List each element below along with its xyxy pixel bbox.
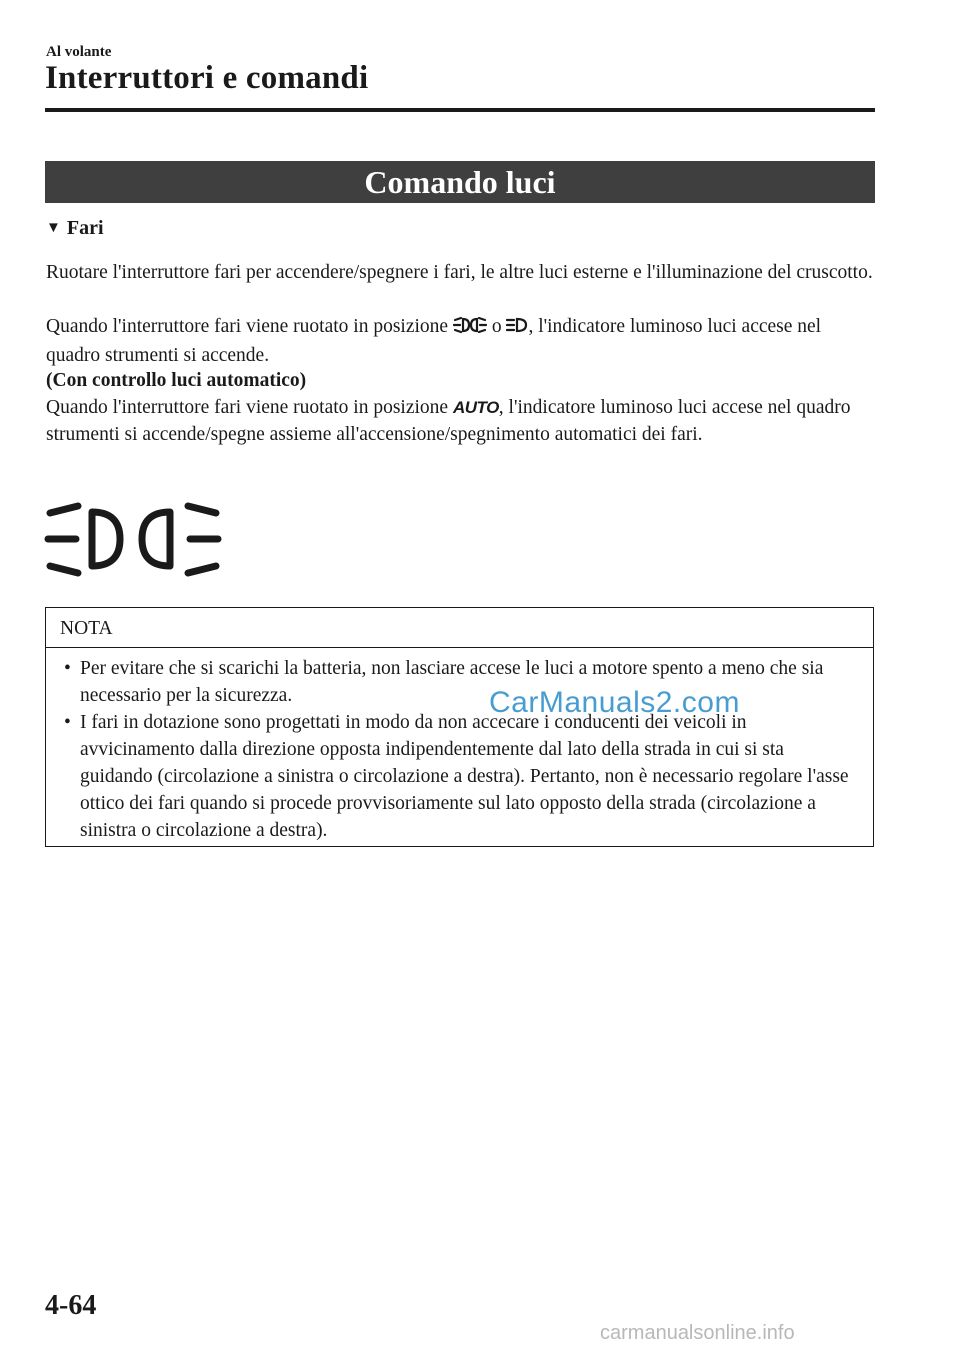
note-bullet-text: Per evitare che si scarichi la batteria, non lasciare accese le luci a motore spento a meno che sia necessario per la sicurezza. [80, 658, 824, 706]
note-bullet-text: I fari in dotazione sono progettati in modo da non accecare i conducenti dei veicoli in avvicinamento dalla direzione opposta indipendentemente dal lato della strada in cui si sta guidando (circolazione a sinistra o circolazione a destra). Pertanto, non è necessario regolare l'asse ottico dei fari quando si procede provvisoriamente sul lato opposto della strada (circolazione a sinistra o circolazione a destra). [80, 712, 849, 841]
bullet-dot-icon: • [64, 658, 71, 679]
page-number: 4-64 [45, 1290, 97, 1321]
paragraph-text: o [486, 316, 507, 337]
note-box [45, 607, 874, 847]
chapter-title: Interruttori e comandi [45, 60, 369, 96]
note-bullet [58, 709, 858, 844]
paragraph [46, 394, 876, 448]
conditional-note: (Con controllo luci automatico) [46, 370, 307, 391]
subsection-title: Fari [66, 217, 104, 239]
subsection-heading [46, 217, 104, 240]
paragraph: Ruotare l'interruttore fari per accendere/spegnere i fari, le altre luci esterne e l'illuminazione del cruscotto. [46, 262, 873, 283]
headlight-icon [506, 315, 528, 342]
parking-lights-icon [453, 315, 487, 342]
note-divider [46, 647, 873, 648]
note-title: NOTA [60, 618, 113, 639]
bullet-dot-icon: • [64, 712, 71, 733]
topic-banner: Comando luci [45, 161, 875, 203]
paragraph-text: Quando l'interruttore fari viene ruotato in posizione [46, 316, 453, 337]
footer-watermark: carmanualsonline.info [600, 1322, 795, 1344]
header-rule [45, 108, 875, 112]
paragraph-text: , l'indicatore luminoso luci accese nel quadro strumenti si accende. [46, 316, 822, 366]
paragraph-text: , l'indicatore luminoso luci accese nel quadro strumenti si accende/spegne assieme all'accensione/spegnimento automatici dei fari. [46, 397, 851, 445]
paragraph-text: Quando l'interruttore fari viene ruotato in posizione [46, 397, 453, 418]
watermark: CarManuals2.com [489, 686, 740, 719]
auto-position-label: AUTO [452, 398, 499, 417]
paragraph [46, 313, 876, 369]
parking-lights-indicator-icon [44, 496, 222, 587]
triangle-marker-icon: ▼ [46, 220, 61, 236]
section-label: Al volante [46, 44, 112, 60]
